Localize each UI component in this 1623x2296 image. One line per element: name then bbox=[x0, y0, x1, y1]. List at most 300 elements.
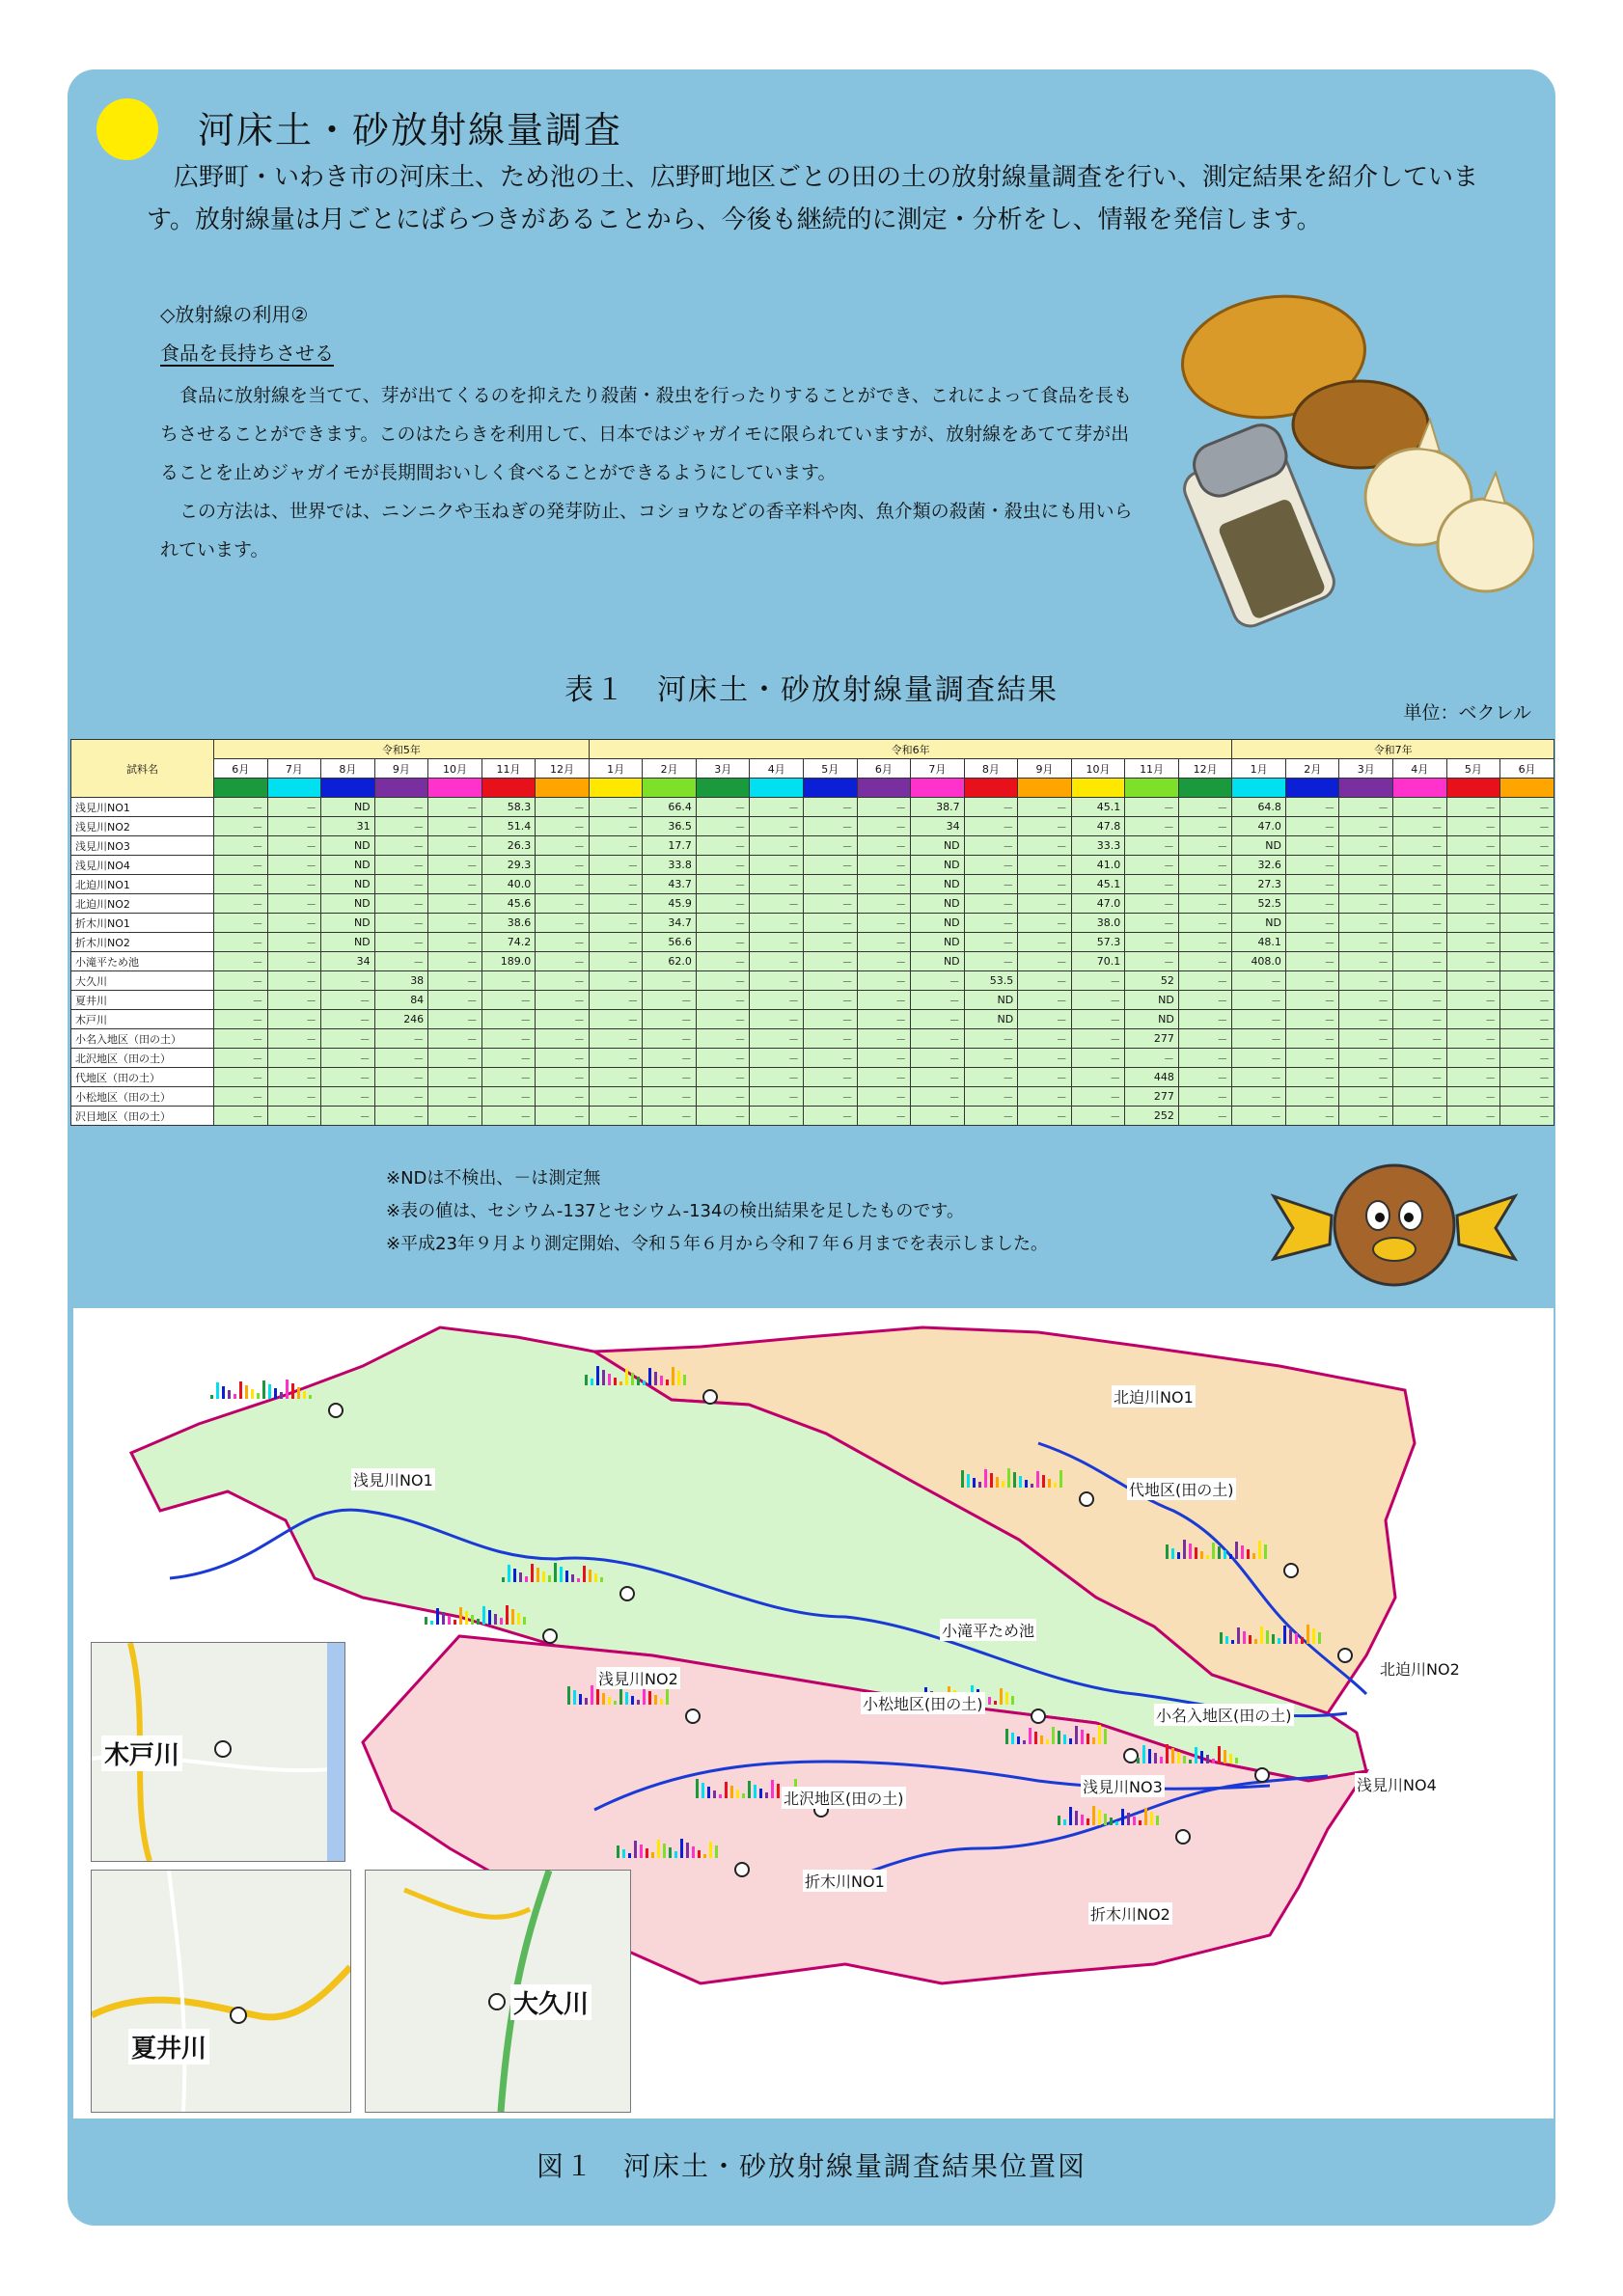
results-table bbox=[70, 739, 1554, 1126]
value-cell: － bbox=[1232, 1010, 1286, 1029]
value-cell: － bbox=[214, 991, 268, 1010]
figure-caption: 図１ 河床土・砂放射線量調査結果位置図 bbox=[536, 2150, 1087, 2182]
mini-bar-glyph bbox=[303, 1391, 306, 1399]
value-cell: － bbox=[1018, 933, 1072, 952]
value-cell: － bbox=[374, 798, 428, 817]
value-cell: － bbox=[1500, 836, 1554, 856]
value-cell: － bbox=[804, 933, 858, 952]
mini-bar-glyph bbox=[619, 1381, 622, 1385]
value-cell: 47.8 bbox=[1071, 817, 1125, 836]
mini-bar-glyph bbox=[719, 1794, 722, 1798]
value-cell: － bbox=[589, 1087, 643, 1107]
value-cell: － bbox=[696, 971, 750, 991]
mini-bar-glyph bbox=[648, 1368, 651, 1385]
value-cell: － bbox=[750, 914, 804, 933]
mini-bar-glyph bbox=[1254, 1639, 1257, 1644]
value-cell: － bbox=[964, 894, 1018, 914]
value-cell: － bbox=[1232, 1107, 1286, 1126]
mini-bar-glyph bbox=[660, 1376, 663, 1385]
month-color-swatch bbox=[696, 779, 750, 798]
month-header: 2月 bbox=[1285, 759, 1339, 779]
value-cell: 53.5 bbox=[964, 971, 1018, 991]
value-cell: － bbox=[267, 875, 321, 894]
value-cell: － bbox=[1125, 952, 1179, 971]
value-cell: － bbox=[804, 1087, 858, 1107]
mini-bar-glyph bbox=[1260, 1626, 1263, 1644]
sample-name-cell: 折木川NO1 bbox=[71, 914, 214, 933]
mini-bar-glyph bbox=[1059, 1470, 1062, 1488]
value-cell: － bbox=[267, 817, 321, 836]
table-unit: 単位：ベクレル bbox=[1403, 702, 1531, 724]
value-cell: － bbox=[1393, 836, 1447, 856]
value-cell: － bbox=[750, 817, 804, 836]
mini-bar-glyph bbox=[617, 1845, 619, 1858]
value-cell: － bbox=[696, 1029, 750, 1049]
value-cell: － bbox=[696, 856, 750, 875]
table-row bbox=[71, 894, 1554, 914]
mini-bar-glyph bbox=[257, 1393, 260, 1399]
value-cell: － bbox=[1018, 1010, 1072, 1029]
mini-bar-glyph bbox=[1063, 1819, 1066, 1825]
value-cell: － bbox=[374, 1068, 428, 1087]
mini-bar-glyph bbox=[703, 1854, 706, 1858]
mini-bar-glyph bbox=[614, 1701, 617, 1705]
value-cell: － bbox=[321, 1010, 375, 1029]
mini-bar-glyph bbox=[663, 1844, 666, 1858]
value-cell: ND bbox=[1125, 991, 1179, 1010]
map-label-ona: 小名入地区(田の土) bbox=[1154, 1704, 1294, 1726]
value-cell: － bbox=[911, 991, 965, 1010]
value-cell: － bbox=[750, 971, 804, 991]
value-cell: － bbox=[1018, 1029, 1072, 1049]
mini-bar-glyph bbox=[602, 1370, 605, 1385]
map-label-asami4: 浅見川NO4 bbox=[1355, 1773, 1439, 1795]
value-cell: － bbox=[214, 1068, 268, 1087]
month-color-swatch bbox=[1339, 779, 1393, 798]
mini-bar-glyph bbox=[1040, 1736, 1043, 1744]
value-cell: － bbox=[964, 856, 1018, 875]
mini-bar-glyph bbox=[1283, 1626, 1286, 1644]
month-header: 9月 bbox=[374, 759, 428, 779]
value-cell: － bbox=[1018, 1049, 1072, 1068]
value-cell: － bbox=[589, 856, 643, 875]
mini-bar-glyph bbox=[1011, 1733, 1014, 1744]
sampling-point-marker bbox=[1284, 1564, 1298, 1577]
value-cell: － bbox=[1178, 798, 1232, 817]
value-cell: － bbox=[1018, 1068, 1072, 1087]
value-cell: － bbox=[1393, 991, 1447, 1010]
mascot-illustration bbox=[1264, 1162, 1525, 1288]
mini-bar-glyph bbox=[709, 1842, 712, 1858]
mini-bar-glyph bbox=[625, 1369, 628, 1385]
value-cell: － bbox=[374, 856, 428, 875]
value-cell: － bbox=[214, 836, 268, 856]
mini-bar-glyph bbox=[1063, 1735, 1066, 1744]
sample-name-cell: 浅見川NO2 bbox=[71, 817, 214, 836]
value-cell: － bbox=[589, 1107, 643, 1126]
value-cell: － bbox=[1446, 856, 1500, 875]
map-label-asami3: 浅見川NO3 bbox=[1081, 1775, 1165, 1797]
value-cell: － bbox=[589, 1049, 643, 1068]
value-cell: － bbox=[696, 1107, 750, 1126]
month-color-swatch bbox=[1125, 779, 1179, 798]
value-cell: － bbox=[643, 971, 697, 991]
mini-bar-glyph bbox=[1011, 1696, 1014, 1705]
value-cell: － bbox=[643, 1049, 697, 1068]
month-color-swatch bbox=[857, 779, 911, 798]
value-cell: － bbox=[214, 1010, 268, 1029]
month-header: 6月 bbox=[1500, 759, 1554, 779]
value-cell: － bbox=[1393, 914, 1447, 933]
mini-bar-glyph bbox=[1092, 1806, 1095, 1825]
mini-bar-glyph bbox=[448, 1616, 451, 1625]
mini-bar-glyph bbox=[1031, 1484, 1033, 1488]
mini-bar-glyph bbox=[984, 1469, 987, 1488]
value-cell: － bbox=[1285, 798, 1339, 817]
mini-bar-glyph bbox=[291, 1383, 294, 1399]
table-row bbox=[71, 1029, 1554, 1049]
mini-bar-glyph bbox=[268, 1384, 271, 1399]
value-cell: 27.3 bbox=[1232, 875, 1286, 894]
value-cell: ND bbox=[964, 991, 1018, 1010]
value-cell: － bbox=[1285, 952, 1339, 971]
value-cell: － bbox=[481, 1087, 536, 1107]
mini-bar-glyph bbox=[637, 1377, 640, 1385]
mini-bar-glyph bbox=[631, 1696, 634, 1705]
value-cell: － bbox=[267, 1107, 321, 1126]
value-cell: － bbox=[428, 875, 482, 894]
mini-bar-glyph bbox=[506, 1605, 509, 1625]
mini-bar-glyph bbox=[1160, 1757, 1163, 1763]
food-illustration bbox=[1177, 289, 1534, 637]
value-cell: － bbox=[964, 1068, 1018, 1087]
mini-bar-glyph bbox=[988, 1697, 991, 1705]
mini-bar-glyph bbox=[1110, 1818, 1113, 1825]
value-cell: － bbox=[1446, 991, 1500, 1010]
mini-bar-glyph bbox=[736, 1790, 739, 1798]
value-cell: － bbox=[267, 991, 321, 1010]
value-cell: 31 bbox=[321, 817, 375, 836]
value-cell: － bbox=[1339, 1049, 1393, 1068]
value-cell: － bbox=[428, 914, 482, 933]
mini-bar-glyph bbox=[459, 1607, 462, 1625]
month-color-swatch bbox=[750, 779, 804, 798]
month-header: 5月 bbox=[1446, 759, 1500, 779]
value-cell: － bbox=[428, 856, 482, 875]
value-cell: － bbox=[1018, 971, 1072, 991]
mini-bar-glyph bbox=[1154, 1753, 1157, 1763]
mini-bar-glyph bbox=[210, 1395, 213, 1399]
value-cell: － bbox=[1285, 991, 1339, 1010]
value-cell: － bbox=[750, 952, 804, 971]
intro-text: 広野町・いわき市の河床土、ため池の土、広野町地区ごとの田の土の放射線量調査を行い、測定結果を紹介しています。放射線量は月ごとにばらつきがあることから、今後も継続的に測定・分析をし、情報を発信します。 bbox=[147, 163, 1479, 234]
mini-bar-glyph bbox=[643, 1687, 646, 1705]
mini-bar-glyph bbox=[1017, 1736, 1020, 1744]
value-cell: 34 bbox=[911, 817, 965, 836]
value-cell: － bbox=[696, 933, 750, 952]
value-cell: － bbox=[374, 875, 428, 894]
table-row bbox=[71, 991, 1554, 1010]
value-cell: － bbox=[750, 798, 804, 817]
mini-bar-glyph bbox=[1177, 1752, 1180, 1763]
mini-bar-glyph bbox=[1081, 1730, 1084, 1744]
value-cell: － bbox=[589, 952, 643, 971]
mini-bar-glyph bbox=[1046, 1739, 1049, 1744]
value-cell: － bbox=[267, 971, 321, 991]
mini-bar-glyph bbox=[1289, 1629, 1292, 1644]
map-label-kitasako1: 北迫川NO1 bbox=[1112, 1385, 1196, 1408]
table-color-row bbox=[71, 779, 1554, 798]
mini-bar-glyph bbox=[1087, 1734, 1089, 1744]
mini-bar-glyph bbox=[1104, 1729, 1107, 1744]
value-cell: － bbox=[321, 1049, 375, 1068]
value-cell: ND bbox=[1232, 836, 1286, 856]
table-row bbox=[71, 875, 1554, 894]
mini-bar-glyph bbox=[471, 1615, 474, 1625]
value-cell: － bbox=[1393, 1087, 1447, 1107]
map-label-dai: 代地区(田の土) bbox=[1127, 1478, 1236, 1500]
mini-bar-glyph bbox=[1150, 1812, 1153, 1825]
mini-bar-glyph bbox=[622, 1849, 625, 1858]
value-cell: － bbox=[536, 875, 590, 894]
mini-bar-glyph bbox=[674, 1851, 677, 1858]
value-cell: － bbox=[481, 971, 536, 991]
value-cell: － bbox=[643, 1087, 697, 1107]
sample-name-cell: 浅見川NO3 bbox=[71, 836, 214, 856]
value-cell: 38.0 bbox=[1071, 914, 1125, 933]
value-cell: － bbox=[1393, 933, 1447, 952]
value-cell: － bbox=[428, 933, 482, 952]
value-cell: － bbox=[214, 1029, 268, 1049]
mini-bar-glyph bbox=[967, 1474, 970, 1488]
mini-bar-glyph bbox=[1189, 1760, 1192, 1763]
value-cell: － bbox=[1393, 856, 1447, 875]
mini-bar-glyph bbox=[517, 1613, 520, 1625]
mini-bar-glyph bbox=[262, 1380, 265, 1399]
mini-bar-glyph bbox=[523, 1617, 526, 1625]
year-header: 令和5年 bbox=[214, 740, 590, 759]
value-cell: － bbox=[857, 914, 911, 933]
mini-bar-glyph bbox=[1007, 1468, 1010, 1488]
month-header: 1月 bbox=[589, 759, 643, 779]
value-cell: － bbox=[643, 1010, 697, 1029]
mini-bar-glyph bbox=[1013, 1472, 1016, 1488]
mini-bar-glyph bbox=[1087, 1818, 1089, 1825]
mini-bar-glyph bbox=[1171, 1548, 1174, 1559]
value-cell: － bbox=[1125, 856, 1179, 875]
value-cell: － bbox=[1178, 1068, 1232, 1087]
sample-name-cell: 木戸川 bbox=[71, 1010, 214, 1029]
month-color-swatch bbox=[643, 779, 697, 798]
value-cell: － bbox=[857, 798, 911, 817]
mini-bar-glyph bbox=[1243, 1631, 1246, 1644]
mini-bar-glyph bbox=[573, 1690, 576, 1705]
value-cell: － bbox=[267, 1049, 321, 1068]
value-cell: － bbox=[696, 1049, 750, 1068]
mini-bar-glyph bbox=[1069, 1738, 1072, 1744]
table-row bbox=[71, 817, 1554, 836]
mini-bar-glyph bbox=[1058, 1731, 1060, 1744]
mini-bar-glyph bbox=[1098, 1810, 1101, 1825]
value-cell: － bbox=[428, 1068, 482, 1087]
mini-bar-glyph bbox=[686, 1843, 689, 1858]
mini-bar-glyph bbox=[619, 1688, 622, 1705]
sampling-point-marker bbox=[1080, 1492, 1093, 1506]
value-cell: － bbox=[804, 914, 858, 933]
value-cell: － bbox=[804, 1049, 858, 1068]
value-cell: 51.4 bbox=[481, 817, 536, 836]
value-cell: － bbox=[1339, 991, 1393, 1010]
value-cell: 84 bbox=[374, 991, 428, 1010]
mini-bar-glyph bbox=[1195, 1747, 1197, 1763]
value-cell: 34.7 bbox=[643, 914, 697, 933]
mini-bar-glyph bbox=[654, 1695, 657, 1705]
mini-bar-glyph bbox=[646, 1848, 648, 1858]
month-color-swatch bbox=[1500, 779, 1554, 798]
value-cell: － bbox=[643, 1029, 697, 1049]
value-cell: － bbox=[750, 1010, 804, 1029]
value-cell: － bbox=[428, 1107, 482, 1126]
value-cell: － bbox=[1232, 971, 1286, 991]
month-header: 3月 bbox=[1339, 759, 1393, 779]
mini-bar-glyph bbox=[502, 1577, 505, 1582]
map-label-asami2: 浅見川NO2 bbox=[596, 1667, 680, 1689]
value-cell: － bbox=[1018, 1087, 1072, 1107]
value-cell: － bbox=[911, 971, 965, 991]
mini-bar-glyph bbox=[990, 1473, 993, 1488]
mini-bar-glyph bbox=[591, 1379, 593, 1385]
value-cell: － bbox=[374, 1029, 428, 1049]
value-cell: － bbox=[696, 875, 750, 894]
map-label-kotakidaira: 小滝平ため池 bbox=[940, 1619, 1036, 1641]
value-cell: － bbox=[481, 1068, 536, 1087]
mini-bar-glyph bbox=[1144, 1808, 1147, 1825]
value-cell: ND bbox=[321, 856, 375, 875]
month-header: 1月 bbox=[1232, 759, 1286, 779]
sample-name-cell: 浅見川NO4 bbox=[71, 856, 214, 875]
mini-bar-glyph bbox=[536, 1568, 539, 1582]
note-line-3: ※平成23年９月より測定開始、令和５年６月から令和７年６月までを表示しました。 bbox=[386, 1234, 1048, 1254]
mini-bar-glyph bbox=[669, 1847, 672, 1858]
article-body bbox=[160, 376, 1144, 569]
inset-map-ohisa bbox=[365, 1870, 631, 2113]
value-cell: 45.1 bbox=[1071, 798, 1125, 817]
value-cell: － bbox=[374, 1107, 428, 1126]
value-cell: 448 bbox=[1125, 1068, 1179, 1087]
value-cell: － bbox=[1018, 856, 1072, 875]
value-cell: － bbox=[267, 836, 321, 856]
mini-bar-glyph bbox=[1272, 1634, 1275, 1644]
value-cell: － bbox=[1285, 1107, 1339, 1126]
value-cell: － bbox=[1071, 1049, 1125, 1068]
value-cell: － bbox=[1018, 875, 1072, 894]
value-cell: － bbox=[1500, 856, 1554, 875]
month-header: 3月 bbox=[696, 759, 750, 779]
article-paragraph-2: この方法は、世界では、ニンニクや玉ねぎの発芽防止、コショウなどの香辛料や肉、魚介類の殺菌・殺虫にも用いられています。 bbox=[160, 501, 1133, 560]
value-cell: － bbox=[1178, 836, 1232, 856]
value-cell: － bbox=[321, 991, 375, 1010]
value-cell: ND bbox=[1125, 1010, 1179, 1029]
table-year-row bbox=[71, 740, 1554, 759]
map-label-kitazawa: 北沢地区(田の土) bbox=[782, 1787, 906, 1809]
mini-bar-glyph bbox=[494, 1614, 497, 1625]
mini-bar-glyph bbox=[698, 1850, 701, 1858]
value-cell: － bbox=[857, 856, 911, 875]
mini-bar-glyph bbox=[608, 1374, 611, 1385]
value-cell: － bbox=[911, 1068, 965, 1087]
mini-bar-glyph bbox=[1258, 1541, 1261, 1559]
mini-bar-glyph bbox=[1005, 1729, 1008, 1744]
month-header: 12月 bbox=[536, 759, 590, 779]
mini-bar-glyph bbox=[754, 1785, 756, 1798]
mini-bar-glyph bbox=[1206, 1755, 1209, 1763]
value-cell: － bbox=[1339, 836, 1393, 856]
value-cell: － bbox=[1339, 914, 1393, 933]
mini-bar-glyph bbox=[1029, 1728, 1032, 1744]
value-cell: ND bbox=[964, 1010, 1018, 1029]
mini-bar-glyph bbox=[1264, 1544, 1267, 1559]
value-cell: － bbox=[428, 1029, 482, 1049]
mini-bar-glyph bbox=[596, 1689, 599, 1705]
value-cell: － bbox=[1178, 952, 1232, 971]
month-color-swatch bbox=[1285, 779, 1339, 798]
mini-bar-glyph bbox=[640, 1845, 643, 1858]
value-cell: － bbox=[1339, 1010, 1393, 1029]
value-cell: － bbox=[267, 952, 321, 971]
value-cell: 45.6 bbox=[481, 894, 536, 914]
value-cell: － bbox=[374, 914, 428, 933]
value-cell: － bbox=[481, 1029, 536, 1049]
value-cell: － bbox=[804, 894, 858, 914]
value-cell: 74.2 bbox=[481, 933, 536, 952]
month-header: 9月 bbox=[1018, 759, 1072, 779]
value-cell: － bbox=[1446, 1049, 1500, 1068]
month-header: 6月 bbox=[857, 759, 911, 779]
value-cell: － bbox=[1285, 836, 1339, 856]
value-cell: － bbox=[536, 836, 590, 856]
value-cell: － bbox=[589, 914, 643, 933]
mini-bar-glyph bbox=[1052, 1727, 1055, 1744]
mini-bar-glyph bbox=[1212, 1543, 1215, 1559]
value-cell: 277 bbox=[1125, 1087, 1179, 1107]
table-row bbox=[71, 836, 1554, 856]
inset-label-ohisa: 大久川 bbox=[510, 1984, 591, 2020]
value-cell: － bbox=[1446, 894, 1500, 914]
mini-bar-glyph bbox=[771, 1780, 774, 1798]
value-cell: ND bbox=[321, 914, 375, 933]
value-cell: － bbox=[428, 836, 482, 856]
month-header: 4月 bbox=[1393, 759, 1447, 779]
value-cell: － bbox=[1232, 1068, 1286, 1087]
value-cell: － bbox=[1178, 1049, 1232, 1068]
value-cell: － bbox=[214, 952, 268, 971]
mini-bar-glyph bbox=[1295, 1633, 1298, 1644]
value-cell: － bbox=[1339, 817, 1393, 836]
mini-bar-glyph bbox=[660, 1699, 663, 1705]
value-cell: － bbox=[1178, 817, 1232, 836]
value-cell: － bbox=[374, 836, 428, 856]
value-cell: － bbox=[1339, 798, 1393, 817]
value-cell: － bbox=[1500, 1087, 1554, 1107]
mini-bar-glyph bbox=[591, 1685, 593, 1705]
value-cell: － bbox=[696, 991, 750, 1010]
mini-bar-glyph bbox=[1081, 1815, 1084, 1825]
mini-bar-glyph bbox=[1075, 1726, 1078, 1744]
mini-bar-glyph bbox=[245, 1385, 248, 1399]
value-cell: － bbox=[1393, 1068, 1447, 1087]
value-cell: － bbox=[481, 991, 536, 1010]
value-cell: － bbox=[536, 952, 590, 971]
